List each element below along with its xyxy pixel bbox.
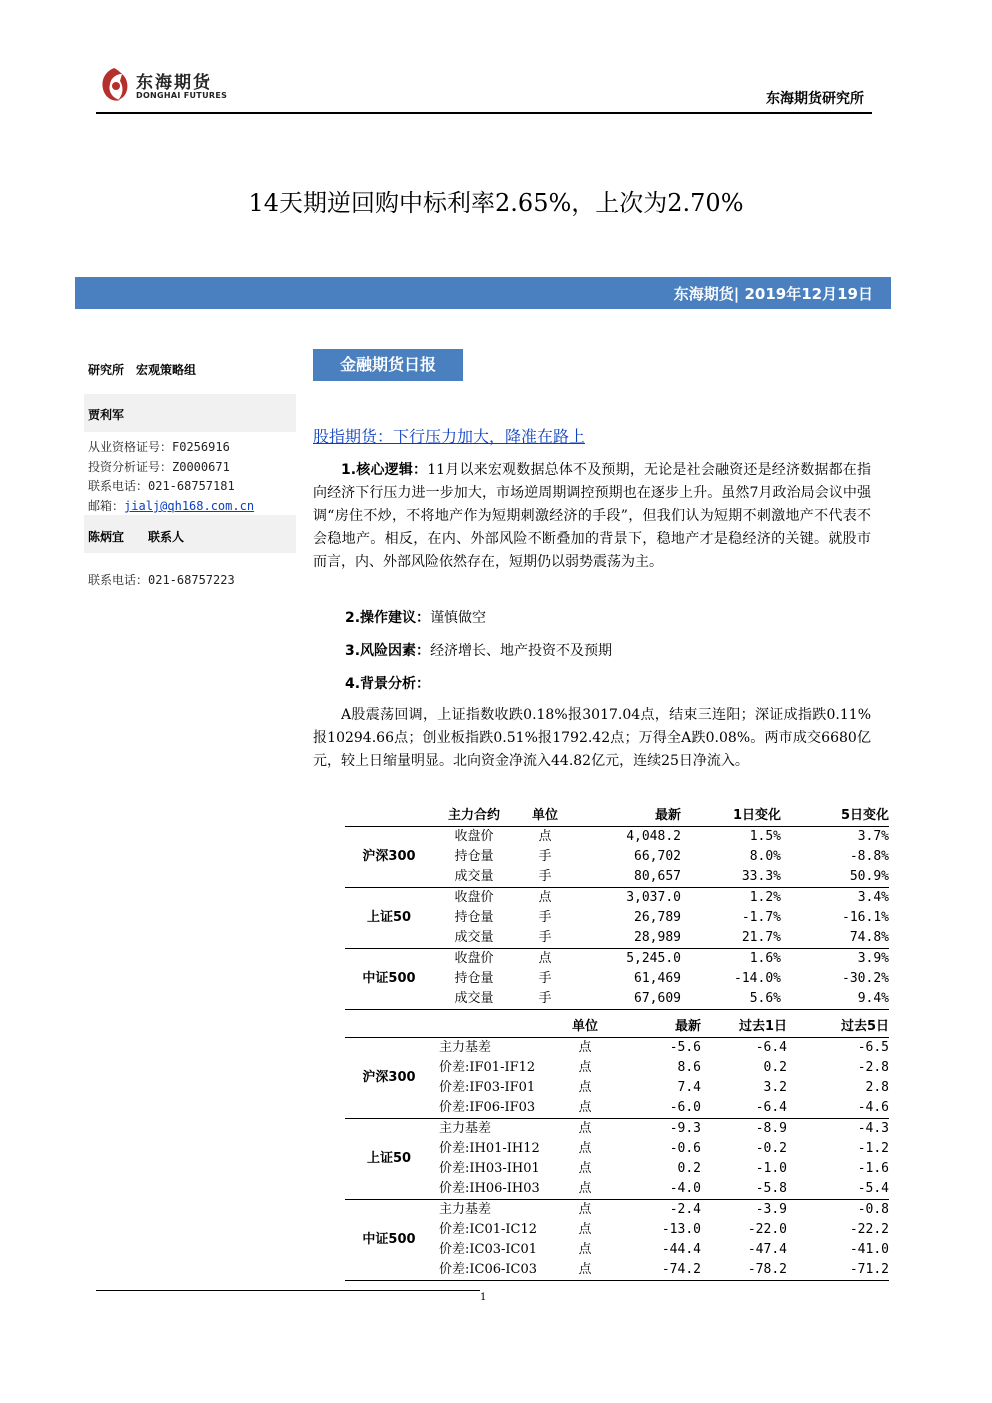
- cell-item: 持仓量: [454, 849, 494, 864]
- cell-item: 持仓量: [454, 971, 494, 986]
- cell-item: 价差:IF01-IF12: [439, 1060, 536, 1075]
- cell-latest: 67,609: [575, 989, 681, 1010]
- header-main-contract: 主力合约: [433, 806, 515, 827]
- cell-latest: -74.2: [605, 1260, 701, 1281]
- cell-p1: 3.2: [763, 1080, 787, 1095]
- basis-spread-table: [345, 1017, 889, 1281]
- cell-p1: -8.9: [755, 1121, 787, 1136]
- cell-p5: -41.0: [849, 1242, 889, 1257]
- cell-item: 收盘价: [454, 951, 494, 966]
- table-row: [345, 1200, 889, 1221]
- table-row: [345, 1119, 889, 1140]
- email-link[interactable]: jialj@qh168.com.cn: [124, 499, 255, 513]
- cell-item: 价差:IH01-IH12: [439, 1141, 540, 1156]
- cell-d5: 3.4%: [857, 890, 889, 905]
- cell-unit: 点: [578, 1242, 592, 1257]
- cell-item: 价差:IH06-IH03: [433, 1179, 565, 1200]
- cell-latest: 61,469: [634, 971, 681, 986]
- cell-unit: 手: [538, 971, 552, 986]
- header-unit: 单位: [515, 806, 575, 827]
- cell-item: 价差:IC06-IC03: [433, 1260, 565, 1281]
- cell-item: 成交量: [433, 867, 515, 888]
- cell-latest: 80,657: [575, 867, 681, 888]
- analyst1-email-row: [88, 497, 254, 514]
- cell-p5: -1.2: [857, 1141, 889, 1156]
- cell-d5: 3.7%: [857, 829, 889, 844]
- cell-item: 价差:IC03-IC01: [439, 1242, 538, 1257]
- cell-unit: 点: [578, 1202, 592, 1217]
- cell-unit: 点: [578, 1161, 592, 1176]
- index-group-name: 沪深300: [345, 1038, 433, 1119]
- institute-name: 东海期货研究所: [766, 91, 864, 107]
- cell-d1: 5.6%: [681, 989, 781, 1010]
- page-number: 1: [480, 1292, 487, 1303]
- operation-advice: [345, 607, 486, 627]
- cell-d5: -8.8%: [849, 849, 889, 864]
- analyst1-phone: 联系电话：021-68757181: [88, 479, 235, 493]
- cell-latest: -0.6: [669, 1141, 701, 1156]
- analyst2-phone: 联系电话：021-68757223: [88, 573, 235, 587]
- cell-unit: 点: [565, 1179, 605, 1200]
- operation-advice-text: 谨慎做空: [430, 610, 487, 626]
- index-group-name: 上证50: [345, 1119, 433, 1200]
- cell-latest: -13.0: [661, 1222, 701, 1237]
- background-analysis-heading: [345, 673, 430, 693]
- index-group-name: 中证500: [345, 1200, 433, 1281]
- cell-item: 主力基差: [439, 1121, 492, 1136]
- cell-p1: 0.2: [763, 1060, 787, 1075]
- table-row: [345, 888, 889, 909]
- logo-en-text: DONGHAI FUTURES: [136, 91, 228, 100]
- cell-unit: 点: [578, 1040, 592, 1055]
- header-divider: [96, 112, 872, 114]
- cell-p1: -1.0: [755, 1161, 787, 1176]
- header-5d-change: 5日变化: [781, 806, 889, 827]
- research-dept: 研究所 宏观策略组: [88, 363, 197, 377]
- cell-item: 主力基差: [439, 1202, 492, 1217]
- section-title[interactable]: 股指期货：下行压力加大，降准在路上: [313, 427, 586, 446]
- cell-p1: -6.4: [701, 1098, 787, 1119]
- header-past-1d: 过去1日: [701, 1017, 787, 1038]
- header-past-5d: 过去5日: [787, 1017, 889, 1038]
- cell-item: 价差:IC01-IC12: [439, 1222, 538, 1237]
- cell-item: 成交量: [433, 989, 515, 1010]
- cell-d1: 8.0%: [749, 849, 781, 864]
- cell-latest: -6.0: [605, 1098, 701, 1119]
- table-row: [345, 1038, 889, 1059]
- date-banner: [75, 277, 891, 309]
- cell-latest: 4,048.2: [626, 829, 681, 844]
- header-1d-change: 1日变化: [681, 806, 781, 827]
- cell-latest: 26,789: [634, 910, 681, 925]
- cell-unit: 点: [578, 1060, 592, 1075]
- cell-p5: -4.6: [787, 1098, 889, 1119]
- cell-unit: 点: [565, 1098, 605, 1119]
- cell-unit: 手: [538, 910, 552, 925]
- cell-latest: 8.6: [677, 1060, 701, 1075]
- cell-d1: 1.6%: [749, 951, 781, 966]
- cell-d1: 21.7%: [681, 928, 781, 949]
- cell-d5: -16.1%: [842, 910, 889, 925]
- index-group-name: 中证500: [345, 949, 433, 1010]
- investment-analysis-number: 投资分析证号：Z0000671: [88, 460, 230, 474]
- company-logo-mark: [96, 66, 132, 104]
- cell-p5: -4.3: [857, 1121, 889, 1136]
- cell-unit: 点: [578, 1080, 592, 1095]
- cell-item: 价差:IF03-IF01: [439, 1080, 536, 1095]
- cell-d5: 9.4%: [781, 989, 889, 1010]
- contract-table-header: [345, 806, 889, 827]
- risk-factors-label: 3.风险因素：: [345, 643, 431, 659]
- cell-d5: 74.8%: [781, 928, 889, 949]
- cell-p1: -0.2: [755, 1141, 787, 1156]
- cell-unit: 手: [515, 928, 575, 949]
- cell-latest: 5,245.0: [626, 951, 681, 966]
- cell-item: 收盘价: [454, 890, 494, 905]
- cell-latest: 7.4: [677, 1080, 701, 1095]
- cell-d1: -14.0%: [734, 971, 781, 986]
- cell-p1: -6.4: [755, 1040, 787, 1055]
- header-latest: 最新: [575, 806, 681, 827]
- operation-advice-label: 2.操作建议：: [345, 610, 431, 626]
- report-type-tag: 金融期货日报: [313, 349, 463, 381]
- cell-d5: 50.9%: [781, 867, 889, 888]
- analyst-name-1: 贾利军: [88, 408, 125, 422]
- cell-latest: -9.3: [669, 1121, 701, 1136]
- cell-d5: 3.9%: [857, 951, 889, 966]
- cell-latest: -2.4: [669, 1202, 701, 1217]
- basis-table-header: [345, 1017, 889, 1038]
- cell-item: 价差:IF06-IF03: [433, 1098, 565, 1119]
- cell-latest: -44.4: [661, 1242, 701, 1257]
- cell-unit: 点: [538, 829, 552, 844]
- cell-unit: 手: [515, 867, 575, 888]
- cell-d1: 33.3%: [681, 867, 781, 888]
- cell-p1: -22.0: [747, 1222, 787, 1237]
- table-row: [345, 827, 889, 848]
- cell-p1: -78.2: [701, 1260, 787, 1281]
- cell-d1: -1.7%: [741, 910, 781, 925]
- cell-unit: 点: [538, 951, 552, 966]
- qualification-number: 从业资格证号：F0256916: [88, 440, 230, 454]
- report-title: 14天期逆回购中标利率2.65%，上次为2.70%: [248, 189, 744, 217]
- cell-item: 持仓量: [454, 910, 494, 925]
- cell-unit: 点: [578, 1141, 592, 1156]
- cell-latest: -4.0: [605, 1179, 701, 1200]
- contract-table: [345, 806, 889, 1010]
- cell-item: 价差:IH03-IH01: [439, 1161, 540, 1176]
- header-unit: 单位: [565, 1017, 605, 1038]
- risk-factors-text: 经济增长、地产投资不及预期: [430, 643, 613, 659]
- date-banner-text: 东海期货| 2019年12月19日: [673, 285, 873, 303]
- cell-p5: -5.4: [787, 1179, 889, 1200]
- cell-unit: 点: [538, 890, 552, 905]
- email-label: 邮箱：: [88, 499, 125, 513]
- cell-d5: -30.2%: [842, 971, 889, 986]
- cell-latest: -5.6: [669, 1040, 701, 1055]
- background-analysis-paragraph: A股震荡回调，上证指数收跌0.18%报3017.04点，结束三连阳；深证成指跌0.11%报10294.66点；创业板指跌0.51%报1792.42点；万得全A跌0.08%。两市成交6680亿元，较上日缩量明显。北向资金净流入44.82亿元，连续25日净流入。: [313, 707, 871, 769]
- risk-factors: [345, 640, 612, 660]
- core-logic-label: 1.核心逻辑：: [341, 462, 428, 478]
- cell-p5: -6.5: [857, 1040, 889, 1055]
- cell-latest: 0.2: [677, 1161, 701, 1176]
- analyst-name-2: 陈炳宜 联系人: [88, 530, 185, 544]
- cell-p5: -1.6: [857, 1161, 889, 1176]
- table-row: [345, 949, 889, 970]
- index-group-name: 上证50: [345, 888, 433, 949]
- cell-latest: 66,702: [634, 849, 681, 864]
- cell-p1: -5.8: [701, 1179, 787, 1200]
- logo-cn-text: 东海期货: [136, 73, 212, 93]
- cell-p5: 2.8: [865, 1080, 889, 1095]
- company-logo: [96, 64, 236, 106]
- header-latest: 最新: [605, 1017, 701, 1038]
- background-analysis-label: 4.背景分析：: [345, 676, 431, 692]
- cell-item: 主力基差: [439, 1040, 492, 1055]
- cell-p1: -47.4: [747, 1242, 787, 1257]
- cell-p1: -3.9: [755, 1202, 787, 1217]
- cell-unit: 点: [578, 1121, 592, 1136]
- cell-p5: -0.8: [857, 1202, 889, 1217]
- cell-d1: 1.2%: [749, 890, 781, 905]
- cell-latest: 3,037.0: [626, 890, 681, 905]
- cell-d1: 1.5%: [749, 829, 781, 844]
- cell-latest: 28,989: [575, 928, 681, 949]
- core-logic-text: 11月以来宏观数据总体不及预期，无论是社会融资还是经济数据都在指向经济下行压力进一步加大，市场逆周期调控预期也在逐步上升。虽然7月政治局会议中强调“房住不炒，不将地产作为短期刺激经济的手段”，但我们认为短期不刺激地产不代表不会稳地产。相反，在内、外部风险不断叠加的背景下，稳地产才是稳经济的关键。就股市而言，内、外部风险依然存在，短期仍以弱势震荡为主。: [313, 462, 871, 570]
- core-logic-paragraph: [313, 459, 871, 574]
- index-group-name: 沪深300: [345, 827, 433, 888]
- cell-p5: -2.8: [857, 1060, 889, 1075]
- cell-unit: 手: [515, 989, 575, 1010]
- cell-unit: 点: [578, 1222, 592, 1237]
- cell-item: 收盘价: [454, 829, 494, 844]
- cell-p5: -71.2: [787, 1260, 889, 1281]
- cell-unit: 点: [565, 1260, 605, 1281]
- cell-unit: 手: [538, 849, 552, 864]
- cell-p5: -22.2: [849, 1222, 889, 1237]
- cell-item: 成交量: [433, 928, 515, 949]
- footer-rule: [96, 1290, 480, 1291]
